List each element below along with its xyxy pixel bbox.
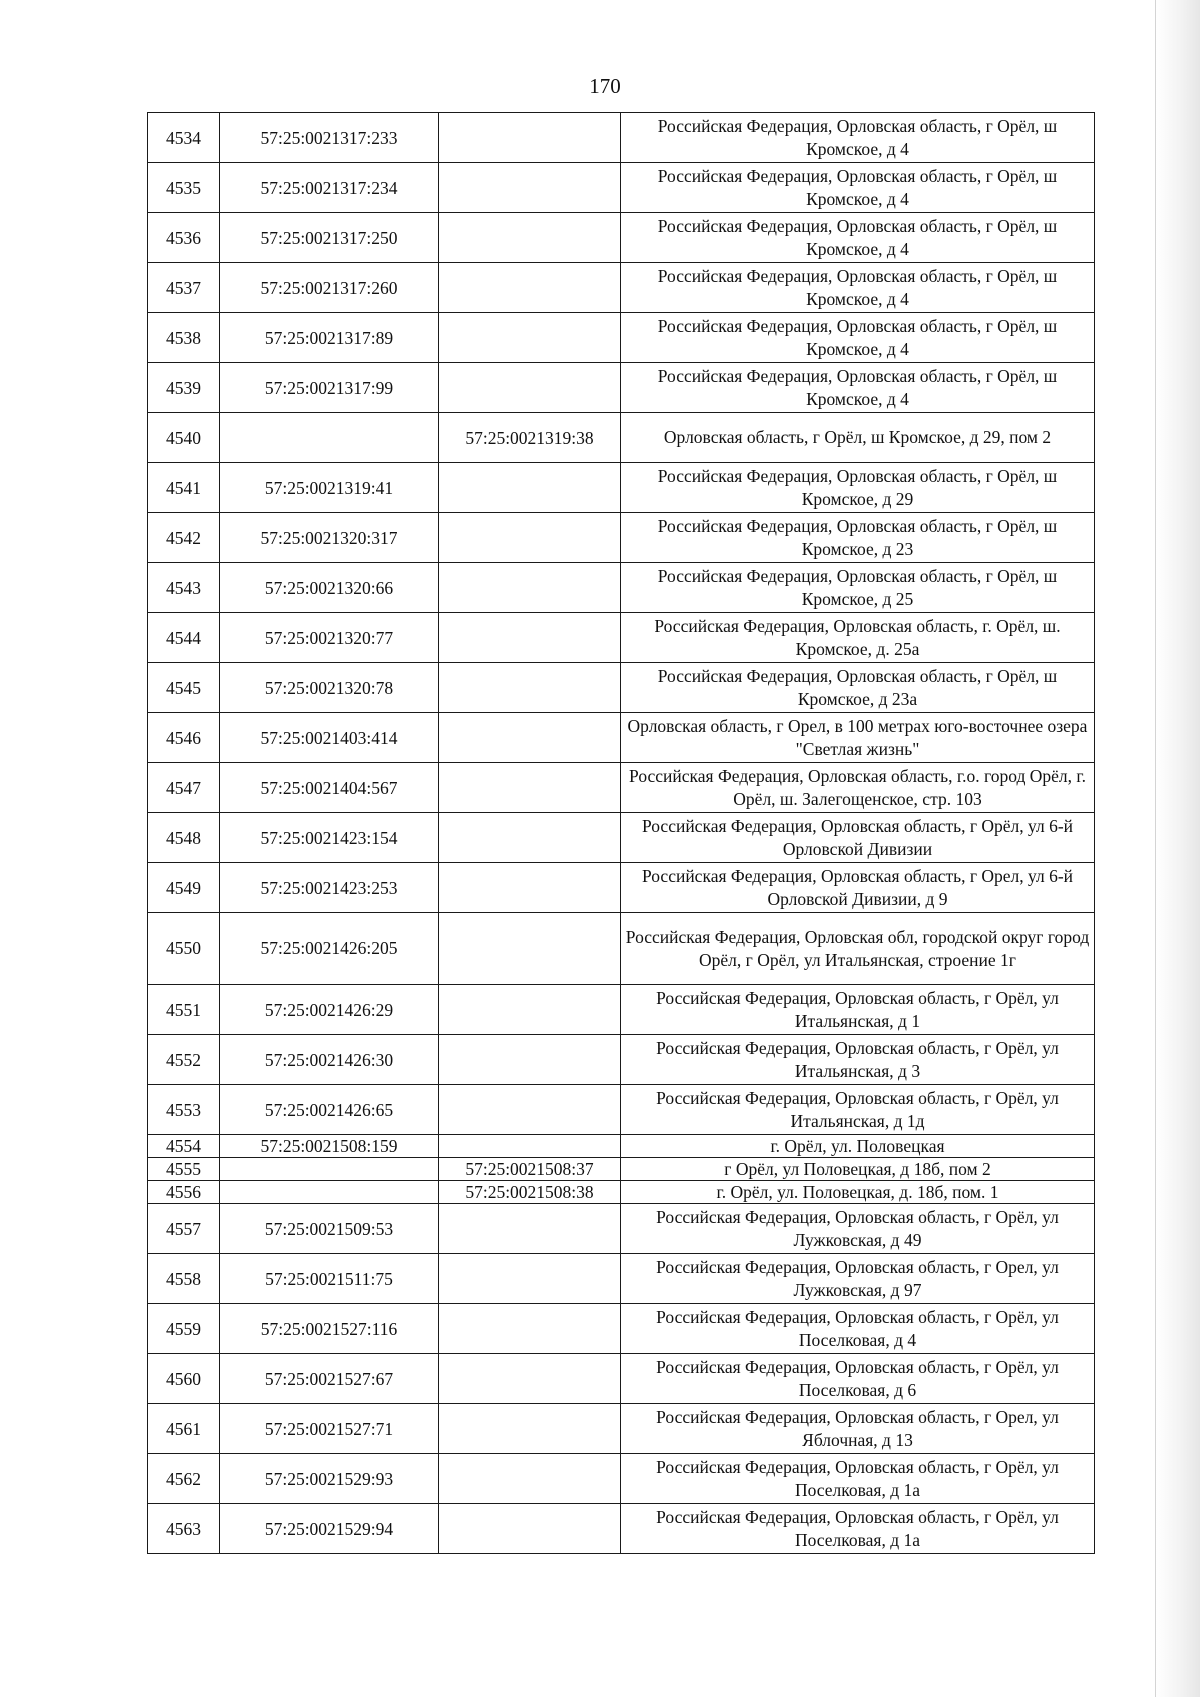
cell-addr: Российская Федерация, Орловская область, г Орёл, ш Кромское, д 4	[621, 263, 1095, 313]
table-row	[148, 563, 1095, 613]
cell-num: 4538	[148, 313, 220, 363]
cell-num: 4552	[148, 1035, 220, 1085]
cell-num: 4555	[148, 1158, 220, 1181]
table-row	[148, 1135, 1095, 1158]
cell-num: 4559	[148, 1304, 220, 1354]
cell-cad2	[439, 263, 621, 313]
cell-addr: Российская Федерация, Орловская область, г Орёл, ш Кромское, д 25	[621, 563, 1095, 613]
cell-addr: Российская Федерация, Орловская область, г Орёл, ул Поселковая, д 1а	[621, 1504, 1095, 1554]
registry-table-body	[148, 113, 1095, 1554]
cell-cad1: 57:25:0021529:94	[220, 1504, 439, 1554]
cell-cad1: 57:25:0021317:234	[220, 163, 439, 213]
cell-cad1: 57:25:0021317:233	[220, 113, 439, 163]
cell-cad2: 57:25:0021508:38	[439, 1181, 621, 1204]
cell-num: 4548	[148, 813, 220, 863]
cell-addr: Российская Федерация, Орловская область, г Орёл, ул Поселковая, д 1а	[621, 1454, 1095, 1504]
cell-addr: Российская Федерация, Орловская область, г Орёл, ул Итальянская, д 1д	[621, 1085, 1095, 1135]
cell-num: 4536	[148, 213, 220, 263]
cell-cad1: 57:25:0021508:159	[220, 1135, 439, 1158]
cell-num: 4534	[148, 113, 220, 163]
cell-addr: Российская Федерация, Орловская область, г Орёл, ул Итальянская, д 1	[621, 985, 1095, 1035]
table-row	[148, 813, 1095, 863]
cell-cad1: 57:25:0021527:116	[220, 1304, 439, 1354]
cell-num: 4550	[148, 913, 220, 985]
cell-addr: Российская Федерация, Орловская область, г Орел, ул Яблочная, д 13	[621, 1404, 1095, 1454]
cell-addr: Российская Федерация, Орловская область, г Орёл, ш Кромское, д 23а	[621, 663, 1095, 713]
scan-fold-line	[1155, 0, 1156, 1697]
table-row	[148, 1035, 1095, 1085]
cell-cad1: 57:25:0021404:567	[220, 763, 439, 813]
cell-cad2	[439, 1404, 621, 1454]
cell-addr: Орловская область, г Орёл, ш Кромское, д 29, пом 2	[621, 413, 1095, 463]
cell-cad2	[439, 1085, 621, 1135]
cell-cad2	[439, 513, 621, 563]
table-row	[148, 1085, 1095, 1135]
table-row	[148, 213, 1095, 263]
cell-num: 4545	[148, 663, 220, 713]
cell-cad1: 57:25:0021423:253	[220, 863, 439, 913]
cell-addr: Российская Федерация, Орловская область, г Орёл, ул Поселковая, д 6	[621, 1354, 1095, 1404]
cell-num: 4558	[148, 1254, 220, 1304]
cell-cad2	[439, 1304, 621, 1354]
cell-addr: Российская Федерация, Орловская область, г Орёл, ул 6-й Орловской Дивизии	[621, 813, 1095, 863]
cell-addr: Российская Федерация, Орловская область, г Орёл, ул Поселковая, д 4	[621, 1304, 1095, 1354]
table-row	[148, 1254, 1095, 1304]
cell-cad1: 57:25:0021319:41	[220, 463, 439, 513]
cell-addr: Российская Федерация, Орловская область, г Орёл, ул Итальянская, д 3	[621, 1035, 1095, 1085]
table-row	[148, 413, 1095, 463]
cell-num: 4546	[148, 713, 220, 763]
cell-cad2	[439, 163, 621, 213]
cell-cad1: 57:25:0021320:78	[220, 663, 439, 713]
cell-addr: Российская Федерация, Орловская область, г Орёл, ш Кромское, д 29	[621, 463, 1095, 513]
table-row	[148, 713, 1095, 763]
table-row	[148, 985, 1095, 1035]
cell-num: 4562	[148, 1454, 220, 1504]
registry-table	[147, 112, 1095, 1554]
page-number: 170	[589, 74, 621, 98]
cell-cad2	[439, 313, 621, 363]
table-row	[148, 1454, 1095, 1504]
cell-cad2: 57:25:0021319:38	[439, 413, 621, 463]
cell-cad2	[439, 1504, 621, 1554]
cell-cad1: 57:25:0021317:250	[220, 213, 439, 263]
cell-cad1: 57:25:0021426:65	[220, 1085, 439, 1135]
cell-cad1: 57:25:0021527:71	[220, 1404, 439, 1454]
cell-cad2	[439, 1135, 621, 1158]
cell-cad2	[439, 213, 621, 263]
cell-num: 4554	[148, 1135, 220, 1158]
cell-cad1: 57:25:0021426:205	[220, 913, 439, 985]
cell-num: 4560	[148, 1354, 220, 1404]
cell-addr: Российская Федерация, Орловская область, г. Орёл, ш. Кромское, д. 25а	[621, 613, 1095, 663]
cell-addr: Российская Федерация, Орловская область, г Орёл, ш Кромское, д 4	[621, 213, 1095, 263]
table-row	[148, 463, 1095, 513]
cell-cad1: 57:25:0021423:154	[220, 813, 439, 863]
cell-addr: Российская Федерация, Орловская область, г Орёл, ш Кромское, д 4	[621, 363, 1095, 413]
cell-cad1: 57:25:0021426:30	[220, 1035, 439, 1085]
cell-cad1: 57:25:0021511:75	[220, 1254, 439, 1304]
cell-cad2	[439, 663, 621, 713]
cell-cad2	[439, 813, 621, 863]
cell-cad1: 57:25:0021317:260	[220, 263, 439, 313]
cell-cad2	[439, 713, 621, 763]
table-row	[148, 1204, 1095, 1254]
table-row	[148, 363, 1095, 413]
cell-addr: Российская Федерация, Орловская обл, городской округ город Орёл, г Орёл, ул Итальянская, строение 1г	[621, 913, 1095, 985]
cell-num: 4540	[148, 413, 220, 463]
table-row	[148, 663, 1095, 713]
scan-edge-shadow	[1156, 0, 1200, 1697]
cell-addr: г. Орёл, ул. Половецкая	[621, 1135, 1095, 1158]
cell-addr: Российская Федерация, Орловская область, г Орёл, ул Лужковская, д 49	[621, 1204, 1095, 1254]
table-row	[148, 1504, 1095, 1554]
cell-num: 4563	[148, 1504, 220, 1554]
table-row	[148, 1304, 1095, 1354]
cell-cad1	[220, 1158, 439, 1181]
cell-cad2: 57:25:0021508:37	[439, 1158, 621, 1181]
cell-cad1: 57:25:0021317:99	[220, 363, 439, 413]
table-row	[148, 1158, 1095, 1181]
cell-cad2	[439, 763, 621, 813]
cell-cad1: 57:25:0021529:93	[220, 1454, 439, 1504]
cell-addr: Орловская область, г Орел, в 100 метрах юго-восточнее озера "Светлая жизнь"	[621, 713, 1095, 763]
table-row	[148, 863, 1095, 913]
cell-num: 4553	[148, 1085, 220, 1135]
cell-num: 4549	[148, 863, 220, 913]
cell-num: 4551	[148, 985, 220, 1035]
cell-num: 4537	[148, 263, 220, 313]
cell-num: 4544	[148, 613, 220, 663]
cell-cad2	[439, 563, 621, 613]
cell-cad2	[439, 863, 621, 913]
cell-addr: Российская Федерация, Орловская область, г Орёл, ш Кромское, д 4	[621, 163, 1095, 213]
cell-num: 4556	[148, 1181, 220, 1204]
cell-cad2	[439, 113, 621, 163]
cell-cad1: 57:25:0021320:317	[220, 513, 439, 563]
table-row	[148, 313, 1095, 363]
table-row	[148, 1181, 1095, 1204]
cell-num: 4542	[148, 513, 220, 563]
cell-cad1: 57:25:0021509:53	[220, 1204, 439, 1254]
table-row	[148, 763, 1095, 813]
cell-cad1: 57:25:0021403:414	[220, 713, 439, 763]
cell-num: 4561	[148, 1404, 220, 1454]
table-row	[148, 513, 1095, 563]
cell-addr: г. Орёл, ул. Половецкая, д. 18б, пом. 1	[621, 1181, 1095, 1204]
cell-num: 4547	[148, 763, 220, 813]
cell-cad1: 57:25:0021320:77	[220, 613, 439, 663]
cell-num: 4539	[148, 363, 220, 413]
cell-cad2	[439, 1354, 621, 1404]
table-row	[148, 1404, 1095, 1454]
cell-addr: Российская Федерация, Орловская область, г.о. город Орёл, г. Орёл, ш. Залегощенское, стр. 103	[621, 763, 1095, 813]
cell-num: 4543	[148, 563, 220, 613]
table-row	[148, 1354, 1095, 1404]
table-row	[148, 113, 1095, 163]
cell-addr: Российская Федерация, Орловская область, г Орел, ул Лужковская, д 97	[621, 1254, 1095, 1304]
table-row	[148, 163, 1095, 213]
cell-addr: г Орёл, ул Половецкая, д 18б, пом 2	[621, 1158, 1095, 1181]
table-row	[148, 913, 1095, 985]
cell-addr: Российская Федерация, Орловская область, г Орёл, ш Кромское, д 23	[621, 513, 1095, 563]
cell-num: 4535	[148, 163, 220, 213]
cell-cad1: 57:25:0021317:89	[220, 313, 439, 363]
cell-cad2	[439, 1204, 621, 1254]
table-row	[148, 613, 1095, 663]
cell-cad2	[439, 1454, 621, 1504]
cell-cad2	[439, 613, 621, 663]
cell-cad1: 57:25:0021527:67	[220, 1354, 439, 1404]
cell-cad1	[220, 413, 439, 463]
cell-cad1: 57:25:0021426:29	[220, 985, 439, 1035]
cell-cad1: 57:25:0021320:66	[220, 563, 439, 613]
cell-cad2	[439, 985, 621, 1035]
cell-num: 4557	[148, 1204, 220, 1254]
cell-cad2	[439, 1035, 621, 1085]
cell-addr: Российская Федерация, Орловская область, г Орел, ул 6-й Орловской Дивизии, д 9	[621, 863, 1095, 913]
cell-cad2	[439, 463, 621, 513]
cell-cad2	[439, 363, 621, 413]
cell-cad2	[439, 913, 621, 985]
cell-cad1	[220, 1181, 439, 1204]
cell-num: 4541	[148, 463, 220, 513]
cell-addr: Российская Федерация, Орловская область, г Орёл, ш Кромское, д 4	[621, 313, 1095, 363]
cell-cad2	[439, 1254, 621, 1304]
cell-addr: Российская Федерация, Орловская область, г Орёл, ш Кромское, д 4	[621, 113, 1095, 163]
table-row	[148, 263, 1095, 313]
